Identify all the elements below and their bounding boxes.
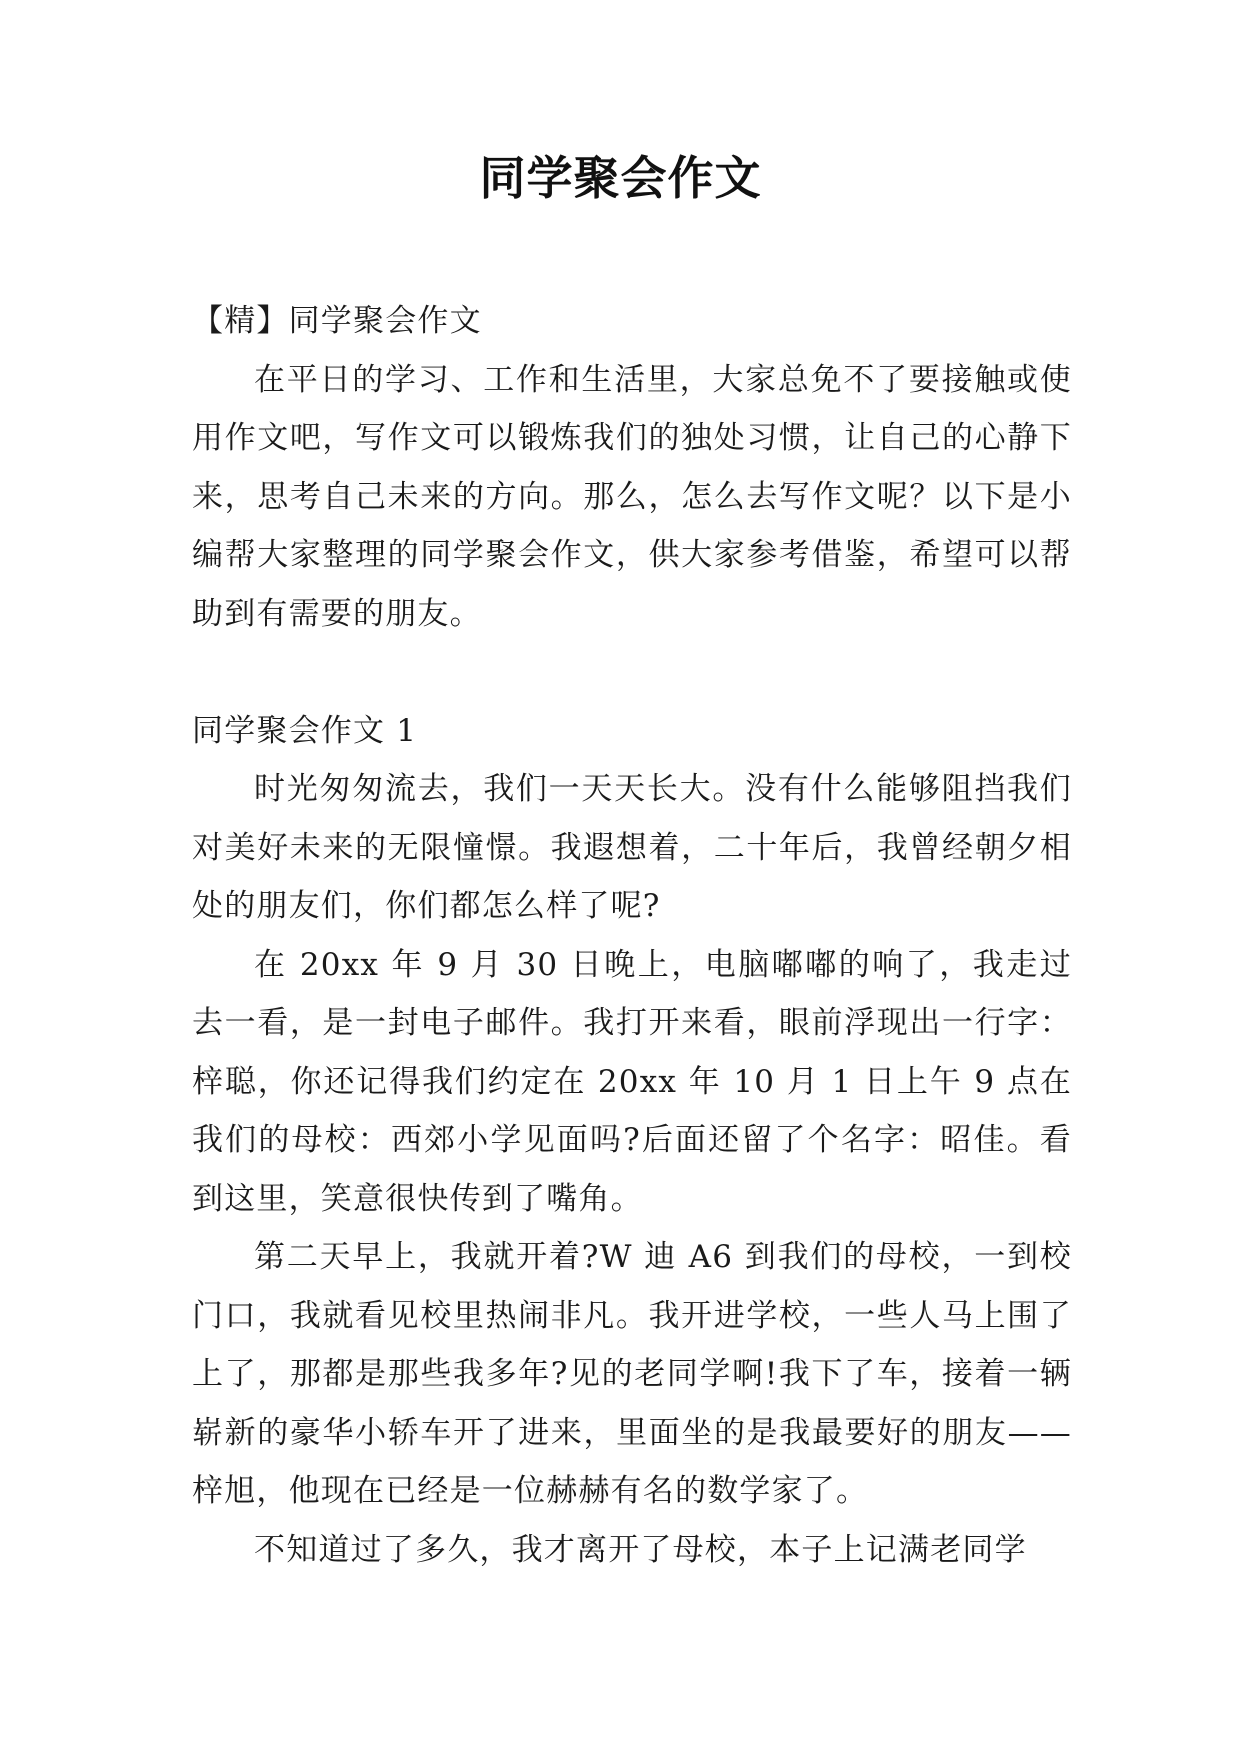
section-heading: 同学聚会作文 1	[192, 712, 418, 749]
intro-paragraph: 在平日的学习、工作和生活里，大家总免不了要接触或使用作文吧，写作文可以锻炼我们的独处习惯，让自己的心静下来，思考自己未来的方向。那么，怎么去写作文呢？以下是小编帮大家整理的同学聚会作文，供大家参考借鉴，希望可以帮助到有需要的朋友。	[192, 361, 1072, 632]
body-paragraph: 时光匆匆流去，我们一天天长大。没有什么能够阻挡我们对美好未来的无限憧憬。我遐想着，二十年后，我曾经朝夕相处的朋友们，你们都怎么样了呢?	[192, 771, 1072, 924]
document-title: 同学聚会作文	[479, 151, 762, 205]
body-paragraph: 在 20xx 年 9 月 30 日晚上，电脑嘟嘟的响了，我走过去一看，是一封电子邮件。我打开来看，眼前浮现出一行字：梓聪，你还记得我们约定在 20xx 年 10 月 1 日上午 9 点在我们的母校：西郊小学见面吗?后面还留了个名字：昭佳。看到这里，笑意很快传到了嘴角。	[192, 946, 1072, 1217]
document-subtitle: 【精】同学聚会作文	[192, 303, 482, 339]
body-paragraph: 第二天早上，我就开着?W 迪 A6 到我们的母校，一到校门口，我就看见校里热闹非凡。我开进学校，一些人马上围了上了，那都是那些我多年?见的老同学啊!我下了车，接着一辆崭新的豪华小轿车开了进来，里面坐的是我最要好的朋友——梓旭，他现在已经是一位赫赫有名的数学家了。	[192, 1239, 1072, 1509]
paragraph-spacer	[192, 643, 1072, 702]
body-paragraph: 不知道过了多久，我才离开了母校，本子上记满老同学	[254, 1531, 1027, 1568]
document-body	[192, 292, 1072, 1579]
